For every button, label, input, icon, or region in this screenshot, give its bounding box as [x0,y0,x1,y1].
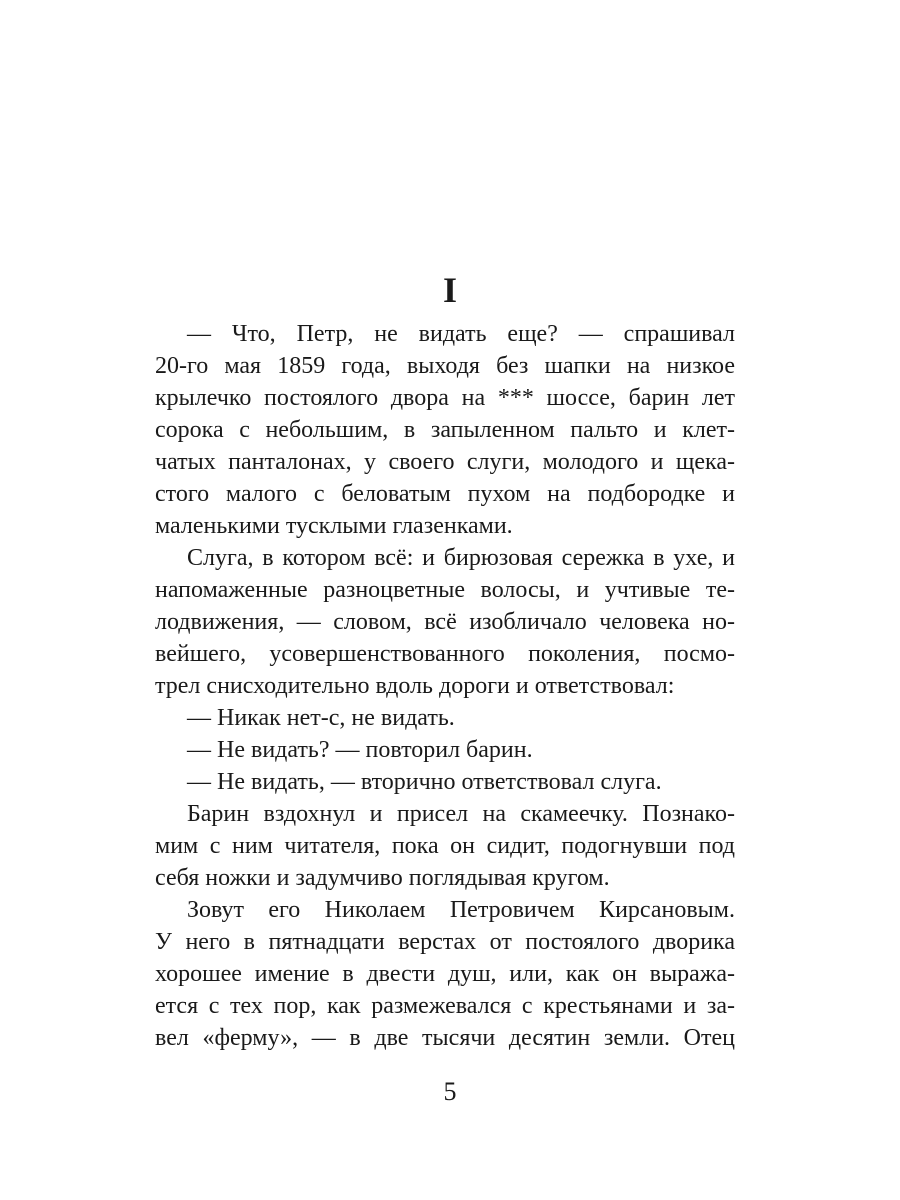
text-line: — Что, Петр, не видать еще? — спрашивал [187,321,735,347]
text-line: сорока с небольшим, в запыленном пальто и клет- [155,417,735,443]
text-line: стого малого с беловатым пухом на подбородке и [155,481,735,507]
body-text [155,318,735,1054]
text-line: 20-го мая 1859 года, выходя без шапки на низкое [155,353,735,379]
text-line: вел «ферму», — в две тысячи десятин земли. Отец [155,1025,735,1051]
text-line: напомаженные разноцветные волосы, и учтивые те- [155,577,735,603]
text-line: Слуга, в котором всё: и бирюзовая сережка в ухе, и [187,545,735,571]
text-line: себя ножки и задумчиво поглядывая кругом. [155,865,610,891]
text-line: У него в пятнадцати верстах от постоялого дворика [155,929,735,955]
text-line: Зовут его Николаем Петровичем Кирсановым. [187,897,735,923]
page-number: 5 [443,1077,457,1106]
text-line: хорошее имение в двести душ, или, как он выража- [155,961,735,987]
text-line: мим с ним читателя, пока он сидит, подогнувши под [155,833,735,859]
text-line: лодвижения, — словом, всё изобличало человека но- [155,609,735,635]
text-line: ется с тех пор, как размежевался с крестьянами и за- [155,993,735,1019]
text-line: маленькими тусклыми глазенками. [155,513,513,539]
text-line: крылечко постоялого двора на *** шоссе, барин лет [155,385,735,411]
text-line: — Не видать, — вторично ответствовал слуга. [187,769,662,795]
text-line: — Никак нет-с, не видать. [187,705,455,731]
text-line: — Не видать? — повторил барин. [187,737,533,763]
text-line: трел снисходительно вдоль дороги и ответствовал: [155,673,675,699]
text-line: Барин вздохнул и присел на скамеечку. Познако- [187,801,735,827]
text-line: вейшего, усовершенствованного поколения, посмо- [155,641,735,667]
chapter-heading: I [442,270,457,310]
text-line: чатых панталонах, у своего слуги, молодого и щека- [155,449,735,475]
